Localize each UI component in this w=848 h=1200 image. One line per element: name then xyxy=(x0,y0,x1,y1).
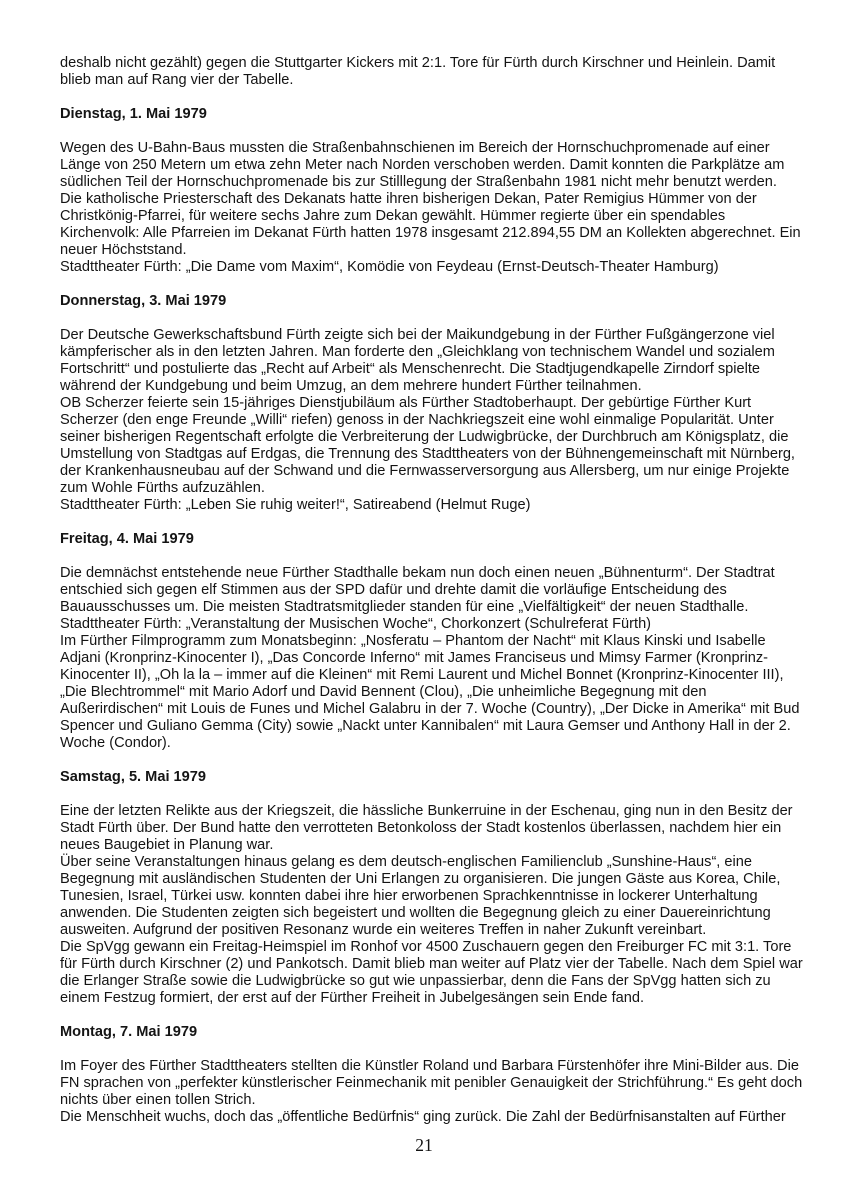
text-line: während der Kundgebung und beim Umzug, an dem mehrere hundert Fürther teilnahmen. xyxy=(60,378,642,394)
text-line: Begegnung mit ausländischen Studenten der Uni Erlangen zu organisieren. Die jungen Gäste aus Korea, Chile, xyxy=(60,871,781,887)
paragraph xyxy=(60,327,800,514)
text-line: Spencer und Guliano Gemma (City) sowie „Nackt unter Kannibalen“ mit Laura Gemser und Anthony Hall in der 2. xyxy=(60,718,791,734)
text-line: entschied sich gegen elf Stimmen aus der SPD dafür und drehte damit die vorläufige Entscheidung des xyxy=(60,582,727,598)
text-line: Eine der letzten Relikte aus der Kriegszeit, die hässliche Bunkerruine in der Eschenau, ging nun in den Besitz der xyxy=(60,803,793,819)
text-line: Stadt Fürth über. Der Bund hatte den verrotteten Betonkoloss der Stadt kostenlos überlassen, nachdem hier ein xyxy=(60,820,782,836)
text-line: Die katholische Priesterschaft des Dekanats hatte ihren bisherigen Dekan, Pater Remigius Hümmer von der xyxy=(60,191,757,207)
paragraph xyxy=(60,803,803,1007)
document-body xyxy=(60,55,803,1143)
text-line: Die Menschheit wuchs, doch das „öffentliche Bedürfnis“ ging zurück. Die Zahl der Bedürfnisanstalten auf Fürther xyxy=(60,1109,786,1125)
text-line: Umstellung von Stadtgas auf Erdgas, die Trennung des Stadttheaters von der Bühnengemeinschaft mit Nürnberg, xyxy=(60,446,795,462)
paragraph xyxy=(60,55,800,89)
text-line: Tunesien, Israel, Türkei usw. konnten dabei ihre hier erworbenen Sprachkenntnisse in lockerer Unterhaltung xyxy=(60,888,758,904)
text-line: Adjani (Kronprinz-Kinocenter I), „Das Concorde Inferno“ mit James Franciseus und Mimsy Farmer (Kronprinz- xyxy=(60,650,769,666)
text-line: südlichen Teil der Hornschuchpromenade bis zur Stilllegung der Straßenbahn 1981 nicht mehr benutzt werden. xyxy=(60,174,777,190)
paragraph xyxy=(60,140,800,276)
text-line: Länge von 250 Metern um etwa zehn Meter nach Norden verschoben werden. Damit konnten die Parkplätze am xyxy=(60,157,785,173)
date-heading: Freitag, 4. Mai 1979 xyxy=(60,531,194,547)
text-line: Christkönig-Pfarrei, für weitere sechs Jahre zum Dekan gewählt. Hümmer regierte über ein spendables xyxy=(60,208,726,224)
text-line: neuer Höchststand. xyxy=(60,242,187,258)
text-line: Kirchenvolk: Alle Pfarreien im Dekanat Fürth hatten 1978 insgesamt 212.894,55 DM an Kollekten abgerechnet. Ein xyxy=(60,225,801,241)
text-line: Im Fürther Filmprogramm zum Monatsbeginn: „Nosferatu – Phantom der Nacht“ mit Klaus Kinski und Isabelle xyxy=(60,633,766,649)
date-heading: Samstag, 5. Mai 1979 xyxy=(60,769,207,785)
date-heading: Montag, 7. Mai 1979 xyxy=(60,1024,198,1040)
text-line: Kinocenter II), „Oh la la – immer auf die Kleinen“ mit Remi Laurent und Michel Bonnet (Kronprinz-Kinocenter III), xyxy=(60,667,784,683)
text-line: Der Deutsche Gewerkschaftsbund Fürth zeigte sich bei der Maikundgebung in der Fürther Fußgängerzone viel xyxy=(60,327,775,343)
paragraph xyxy=(60,1058,803,1126)
text-line: Außerirdischen“ mit Louis de Funes und Michel Galabru in der 7. Woche (Country), „Der Dicke in Amerika“ mit Bud xyxy=(60,701,800,717)
text-line: FN sprachen von „perfekter künstlerischer Feinmechanik mit penibler Genauigkeit der Strichführung.“ Es geht doch xyxy=(60,1075,803,1091)
text-line: nichts über einen tollen Strich. xyxy=(60,1092,256,1108)
text-line: Stadttheater Fürth: „Veranstaltung der Musischen Woche“, Chorkonzert (Schulreferat Fürth) xyxy=(60,616,652,632)
text-line: Fortschritt“ und postulierte das „Recht auf Arbeit“ als Menschenrecht. Die Stadtjugendkapelle Zirndorf spielte xyxy=(60,361,761,377)
text-line: Im Foyer des Fürther Stadttheaters stellten die Künstler Roland und Barbara Fürstenhöfer ihre Mini-Bilder aus. Die xyxy=(60,1058,799,1074)
paragraph xyxy=(60,565,800,752)
text-line: Die demnächst entstehende neue Fürther Stadthalle bekam nun doch einen neuen „Bühnenturm“. Der Stadtrat xyxy=(60,565,775,581)
text-line: Wegen des U-Bahn-Baus mussten die Straßenbahnschienen im Bereich der Hornschuchpromenade auf einer xyxy=(60,140,770,156)
text-line: seiner bisherigen Regentschaft erfolgte die Verbreiterung der Ludwigbrücke, der Durchbruch am Königsplatz, die xyxy=(60,429,789,445)
text-line: Über seine Veranstaltungen hinaus gelang es dem deutsch-englischen Familienclub „Sunshine-Haus“, eine xyxy=(60,854,752,870)
text-line: Die SpVgg gewann ein Freitag-Heimspiel im Ronhof vor 4500 Zuschauern gegen den Freiburger FC mit 3:1. Tore xyxy=(60,939,792,955)
text-line: kämpferischer als in den letzten Jahren. Man forderte den „Gleichklang von technischem Wandel und sozialem xyxy=(60,344,775,360)
text-line: OB Scherzer feierte sein 15-jähriges Dienstjubiläum als Fürther Stadtoberhaupt. Der gebürtige Fürther Kurt xyxy=(60,395,752,411)
text-line: neues Baugebiet in Planung war. xyxy=(60,837,274,853)
text-line: „Die Blechtrommel“ mit Mario Adorf und David Bennent (Clou), „Die unheimliche Begegnung mit den xyxy=(60,684,707,700)
text-line: der Krankenhausneubau auf der Schwand und die Fernwasserversorgung aus Allersberg, um nur einige Projekte xyxy=(60,463,790,479)
text-line: Bauausschusses um. Die meisten Stadtratsmitglieder standen für eine „Vielfältigkeit“ der neuen Stadthalle. xyxy=(60,599,749,615)
text-line: zum Wohle Fürths aufzuzählen. xyxy=(60,480,265,496)
date-heading: Donnerstag, 3. Mai 1979 xyxy=(60,293,227,309)
text-line: einem Festzug formiert, der erst auf der Fürther Freiheit in Jubelgesängen sein Ende fand. xyxy=(60,990,645,1006)
text-line: deshalb nicht gezählt) gegen die Stuttgarter Kickers mit 2:1. Tore für Fürth durch Kirschner und Heinlein. Damit xyxy=(60,55,776,71)
text-line: Woche (Condor). xyxy=(60,735,171,751)
text-line: anwenden. Die Studenten zeigten sich begeistert und wollten die Begegnung gleich zu einer Dauereinrichtung xyxy=(60,905,771,921)
text-line: Stadttheater Fürth: „Die Dame vom Maxim“, Komödie von Feydeau (Ernst-Deutsch-Theater Hamburg) xyxy=(60,259,719,275)
page-number: 21 xyxy=(415,1135,433,1155)
text-line: blieb man auf Rang vier der Tabelle. xyxy=(60,72,294,88)
text-line: die Erlanger Straße sowie die Ludwigbrücke so gut wie unpassierbar, denn die Fans der SpVgg hatten sich zu xyxy=(60,973,771,989)
text-line: für Fürth durch Kirschner (2) und Pankotsch. Damit blieb man weiter auf Platz vier der Tabelle. Nach dem Spiel war xyxy=(60,956,803,972)
text-line: Scherzer (den enge Freunde „Willi“ riefen) genoss in der Nachkriegszeit eine wohl einmalige Popularität. Unter xyxy=(60,412,774,428)
date-heading: Dienstag, 1. Mai 1979 xyxy=(60,106,207,122)
text-line: ausweiten. Aufgrund der positiven Resonanz wurde ein weiteres Treffen in naher Zukunft vereinbart. xyxy=(60,922,707,938)
text-line: Stadttheater Fürth: „Leben Sie ruhig weiter!“, Satireabend (Helmut Ruge) xyxy=(60,497,531,513)
